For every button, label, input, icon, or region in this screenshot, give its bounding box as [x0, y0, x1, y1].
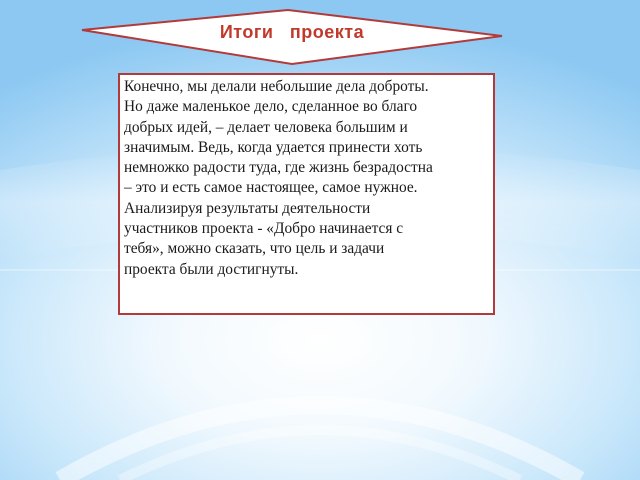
summary-text: Конечно, мы делали небольшие дела доброты. Но даже маленькое дело, сделанное во благо добрых идей, – делает человека большим и значимым. Ведь, когда удается принести хоть немножко радости туда, где жизнь безрадостна – это и есть самое настоящее, самое нужное. Анализируя результаты деятельности участников проекта - «Добро начинается с тебя», можно сказать, что цель и задачи проекта были достигнуты.	[124, 78, 433, 278]
slide-title: Итоги проекта	[219, 22, 365, 42]
summary-text-box	[118, 73, 495, 315]
